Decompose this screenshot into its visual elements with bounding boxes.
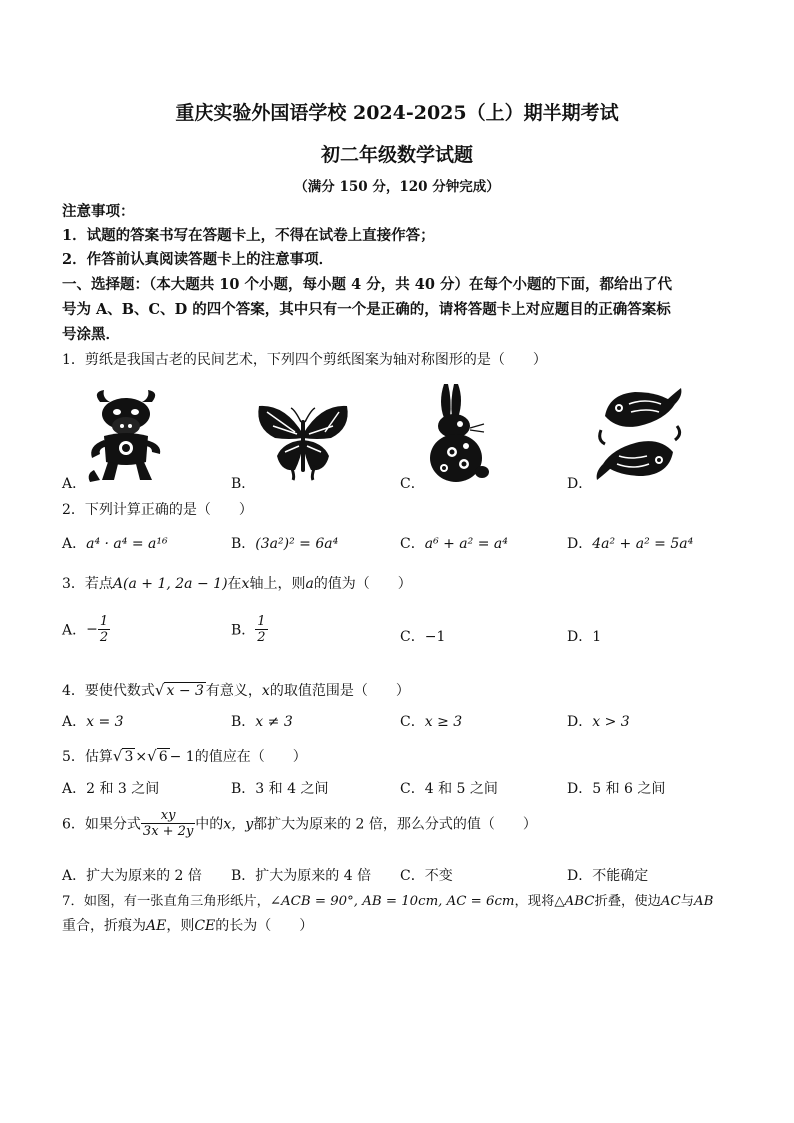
q3-option-a: A．− $\frac{1}{2}$ xyxy=(62,614,109,645)
q2-option-c: C．a⁶ + a² = a⁴ xyxy=(400,536,508,552)
section1-line2: 号为 A、B、C、D 的四个答案，其中只有一个是正确的，请将答题卡上对应题目的正确答案标 xyxy=(62,301,671,318)
q1-option-b: B． xyxy=(231,476,256,492)
q5-option-a: A．2 和 3 之间 xyxy=(62,781,160,797)
ox-papercut-icon xyxy=(82,388,172,486)
section1-line1: 一、选择题：（本大题共 10 个小题，每小题 4 分，共 40 分）在每个小题的下面，都给出了代 xyxy=(62,276,672,293)
q6-option-d: D．不能确定 xyxy=(567,868,649,884)
q4-option-b: B．x ≠ 3 xyxy=(231,714,293,730)
q4-option-a: A．x = 3 xyxy=(62,714,124,730)
q2-option-a: A．a⁴ · a⁴ = a¹⁶ xyxy=(62,536,168,552)
q5-option-b: B．3 和 4 之间 xyxy=(231,781,329,797)
q4-stem: 4．要使代数式√ x − 3 有意义，x的取值范围是（ ） xyxy=(62,681,410,699)
q7-stem-line1: 7．如图，有一张直角三角形纸片，∠ACB = 90°, AB = 10cm, AC = 6cm，现将△ABC折叠，使边AC与AB xyxy=(62,894,714,909)
q1-option-d: D． xyxy=(567,476,593,492)
q2-option-b: B．(3a²)² = 6a⁴ xyxy=(231,536,339,552)
exam-score-time: （满分 150 分，120 分钟完成） xyxy=(294,179,500,195)
q5-option-d: D．5 和 6 之间 xyxy=(567,781,666,797)
q7-stem-line2: 重合，折痕为AE，则CE的长为（ ） xyxy=(62,918,314,934)
q3-stem: 3．若点A(a + 1, 2a − 1)在x轴上，则a的值为（ ） xyxy=(62,576,412,592)
q5-stem: 5．估算√ 3 ×√ 6 − 1的值应在（ ） xyxy=(62,747,307,765)
q4-option-d: D．x > 3 xyxy=(567,714,630,730)
butterfly-papercut-icon xyxy=(255,400,351,482)
fish-papercut-icon xyxy=(595,386,683,482)
q2-stem: 2．下列计算正确的是（ ） xyxy=(62,502,253,518)
exam-title: 重庆实验外国语学校 2024-2025（上）期半期考试 xyxy=(175,102,619,124)
q6-stem: 6．如果分式 $\frac{xy}{3x + 2y}$ 中的x，y都扩大为原来的 2 倍，那么分式的值（ ） xyxy=(62,808,537,839)
notes-heading: 注意事项： xyxy=(62,203,135,220)
q5-option-c: C．4 和 5 之间 xyxy=(400,781,498,797)
q6-option-b: B．扩大为原来的 4 倍 xyxy=(231,868,372,884)
q3-option-c: C．−1 xyxy=(400,629,446,645)
q1-option-a: A． xyxy=(62,476,87,492)
q6-option-c: C．不变 xyxy=(400,868,453,884)
rabbit-papercut-icon xyxy=(418,380,498,484)
q3-option-d: D．1 xyxy=(567,629,602,645)
note-1: 1．试题的答案书写在答题卡上，不得在试卷上直接作答； xyxy=(62,227,435,244)
note-2: 2．作答前认真阅读答题卡上的注意事项． xyxy=(62,251,334,268)
q1-option-c: C． xyxy=(400,476,425,492)
section1-line3: 号涂黑． xyxy=(62,326,120,343)
q1-stem: 1．剪纸是我国古老的民间艺术，下列四个剪纸图案为轴对称图形的是（ ） xyxy=(62,352,547,368)
exam-subject-title: 初二年级数学试题 xyxy=(320,144,473,166)
q3-option-b: B． $\frac{1}{2}$ xyxy=(231,614,266,645)
q6-option-a: A．扩大为原来的 2 倍 xyxy=(62,868,202,884)
q2-option-d: D．4a² + a² = 5a⁴ xyxy=(567,536,694,552)
q4-option-c: C．x ≥ 3 xyxy=(400,714,463,730)
